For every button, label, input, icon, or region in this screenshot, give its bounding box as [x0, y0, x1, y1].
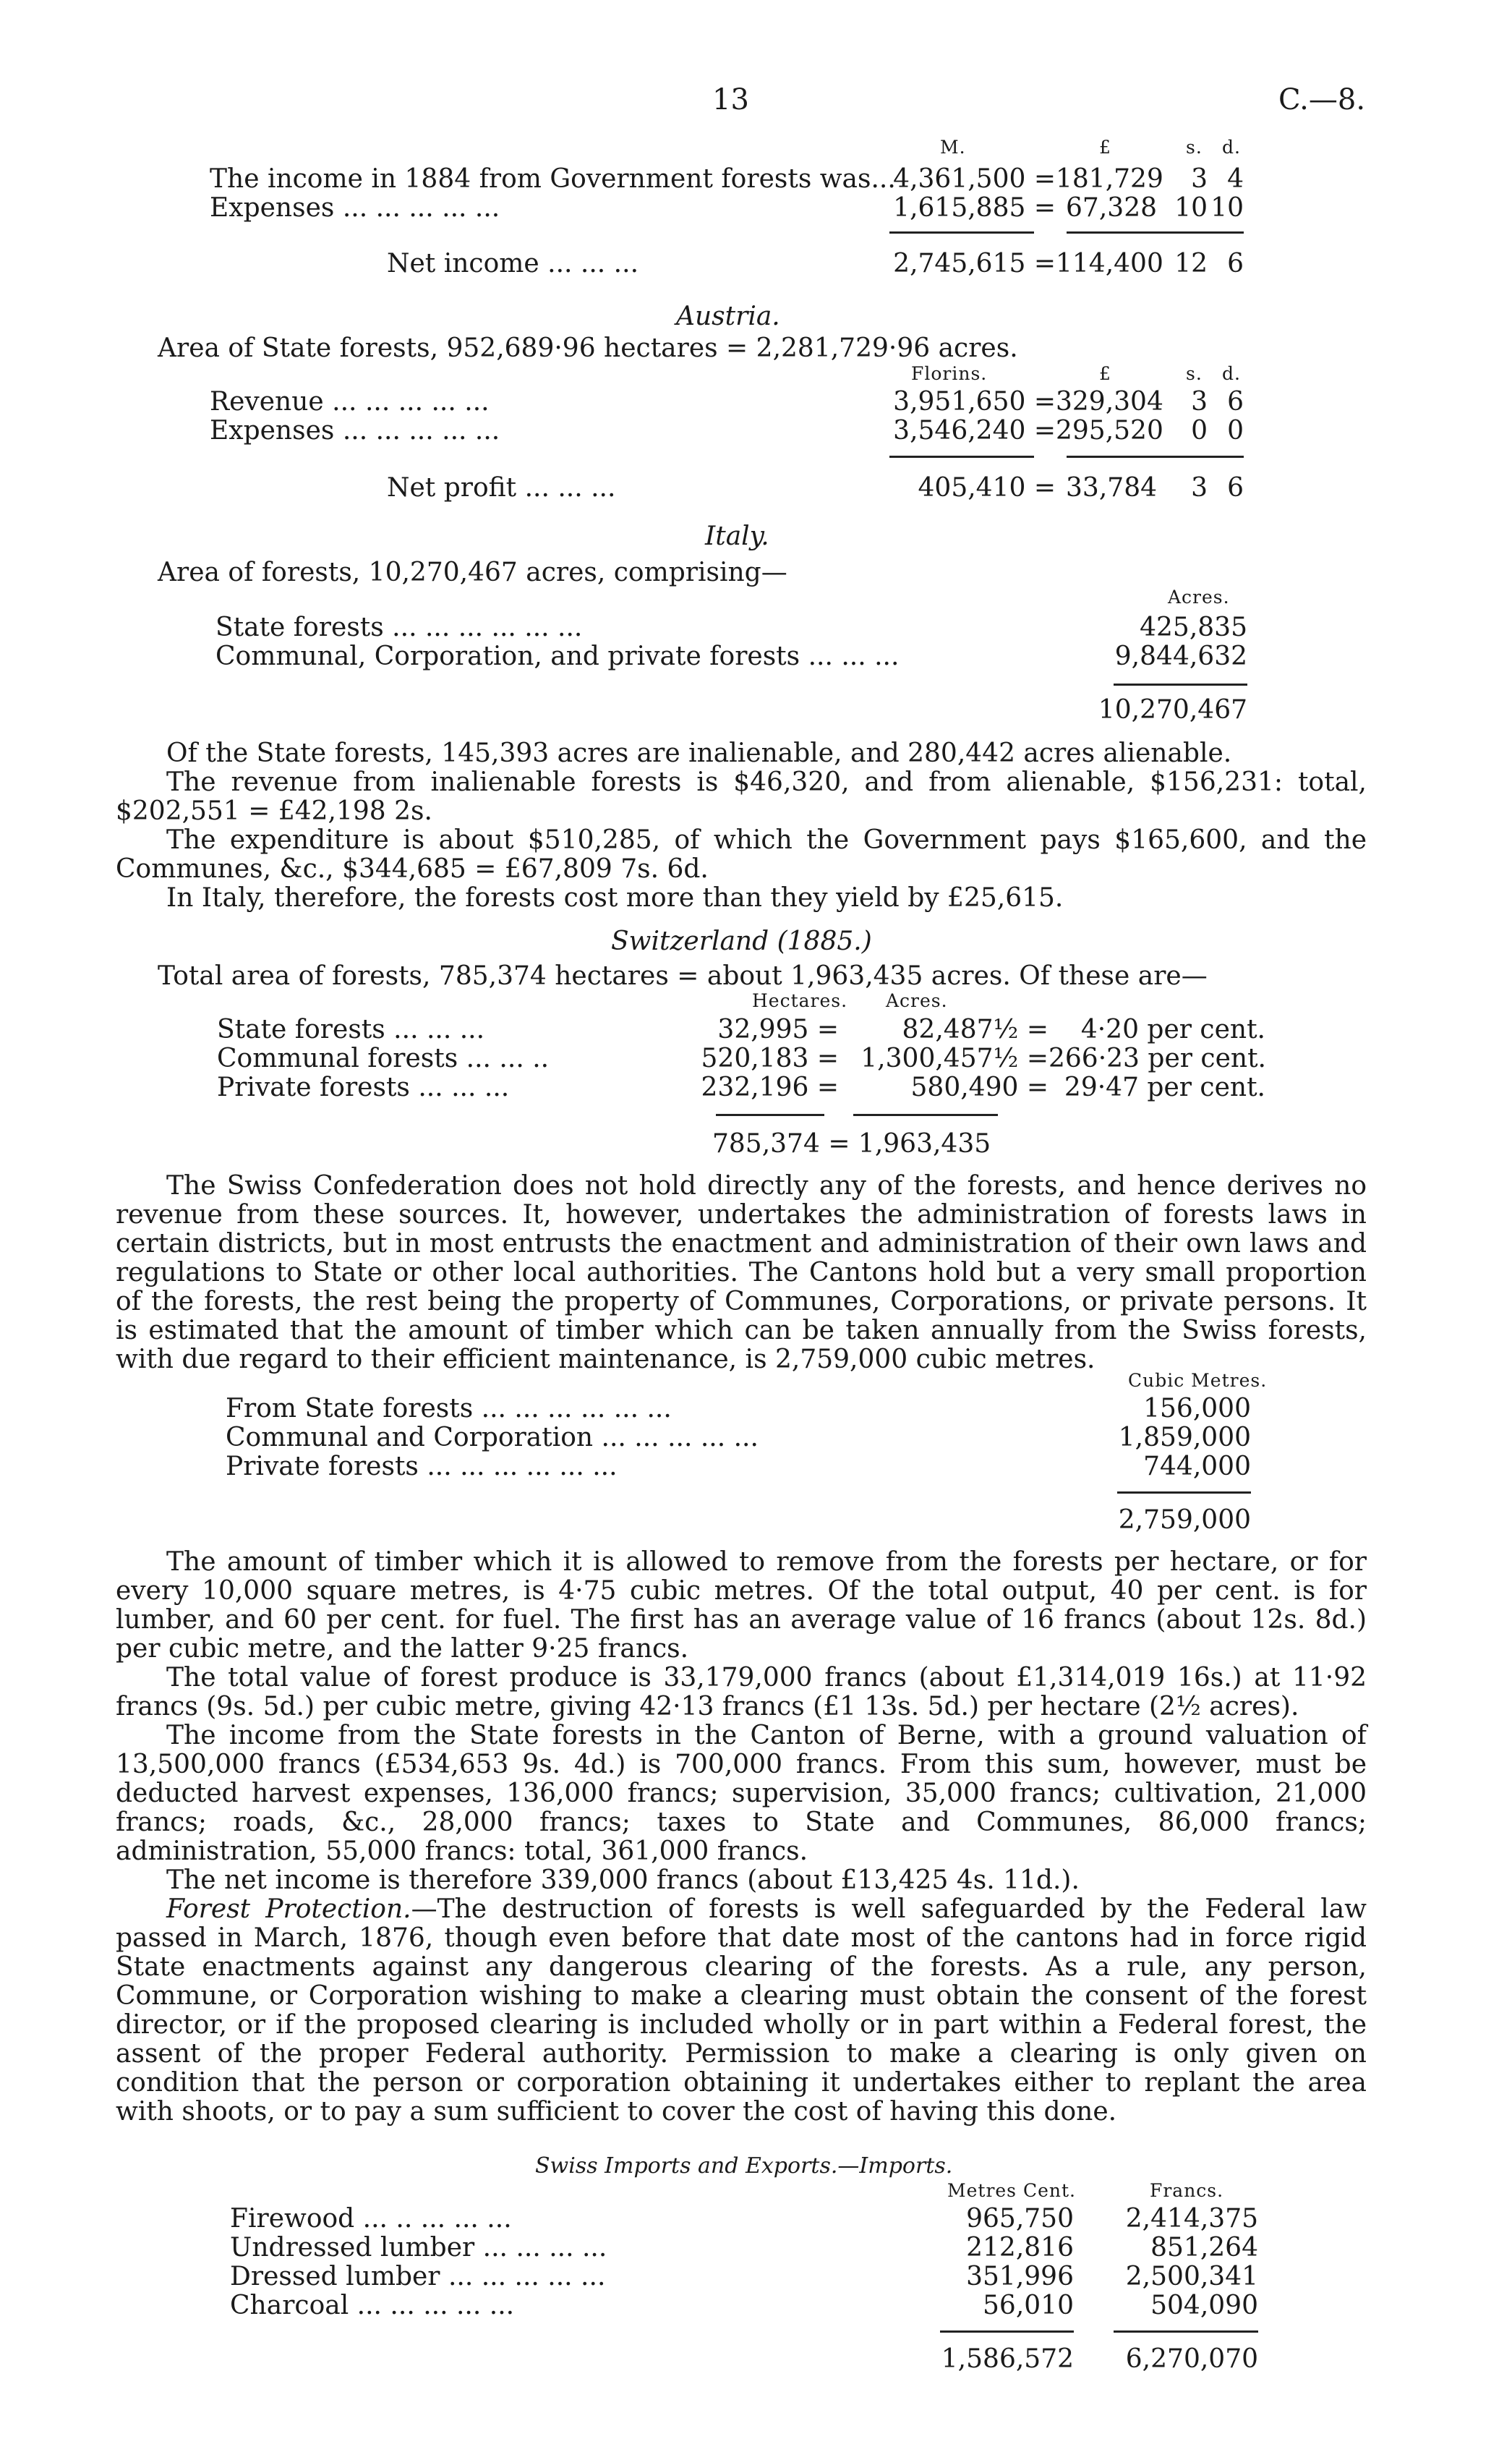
table-cell: 3 — [1191, 387, 1208, 417]
sum-rule — [940, 2330, 1074, 2333]
table-cell: 965,750 — [966, 2204, 1074, 2234]
table-cell: 2,414,375 — [1125, 2204, 1258, 2234]
total-cell: 6 — [1227, 249, 1244, 278]
total-cell: 6 — [1227, 473, 1244, 503]
table-row-label: From State forests ... ... ... ... ... ... — [226, 1394, 672, 1423]
col-head-marks: M. — [940, 137, 966, 158]
paragraph: The total value of forest produce is 33,179,000 francs (about £1,314,019 16s.) at 11·92 francs (9s. 5d.) per cubic metre, giving 42·13 francs (£1 13s. 5d.) per hectare (2½ acres). — [116, 1663, 1367, 1721]
sum-rule — [1114, 2330, 1258, 2333]
table-cell: 82,487½ = — [902, 1015, 1048, 1044]
table-cell: 9,844,632 — [1114, 642, 1247, 671]
table-cell: 32,995 = — [717, 1015, 839, 1044]
table-cell: 10 — [1174, 193, 1208, 223]
total-cell: 10,270,467 — [1098, 695, 1247, 725]
total-cell: 33,784 — [1066, 473, 1157, 503]
table-row-label: Firewood ... .. ... ... ... — [230, 2204, 512, 2234]
paragraph: The Swiss Confederation does not hold directly any of the forests, and hence derives no revenue from these sources. It, however, undertakes the administration of forests laws in certain districts, but in most entrusts the enactment and administration of their own laws and regulations to State or other local authorities. The Cantons hold but a very small proportion of the forests, the rest being the property of Communes, Corporations, or private persons. It is estimated that the amount of timber which can be taken annually from the Swiss forests, with due regard to their efficient maintenance, is 2,759,000 cubic metres. — [116, 1171, 1367, 1374]
italy-area: Area of forests, 10,270,467 acres, comprising— — [158, 558, 787, 587]
table-cell: 232,196 = — [701, 1073, 839, 1102]
table-row-label: Communal and Corporation ... ... ... ... ... — [226, 1423, 759, 1452]
table-cell: 1,615,885 = — [893, 193, 1056, 223]
table-cell: 0 — [1227, 416, 1244, 446]
table-row-label: Expenses ... ... ... ... ... — [210, 193, 500, 223]
table-cell: 6 — [1227, 387, 1244, 417]
paragraph: The expenditure is about $510,285, of which the Government pays $165,600, and the Communes, &c., $344,685 = £67,809 7s. 6d. — [116, 825, 1367, 884]
table-row-label: Private forests ... ... ... — [217, 1073, 510, 1102]
col-head-francs: Francs. — [1150, 2180, 1224, 2201]
col-head-pounds: £ — [1099, 137, 1111, 158]
table-cell: 56,010 — [983, 2291, 1074, 2320]
paragraph: The net income is therefore 339,000 francs (about £13,425 4s. 11d.). — [166, 1865, 1080, 1895]
document-reference: C.—8. — [1278, 83, 1366, 116]
paragraph: The revenue from inalienable forests is $46,320, and from alienable, $156,231: total, $202,551 = £42,198 2s. — [116, 767, 1367, 826]
table-cell: 520,183 = — [701, 1044, 839, 1073]
col-head-cubic-metres: Cubic Metres. — [1128, 1370, 1268, 1391]
table-cell: 351,996 — [966, 2262, 1074, 2291]
switzerland-text — [116, 1172, 1367, 1374]
table-row-label: Charcoal ... ... ... ... ... — [230, 2291, 515, 2320]
total-row-label: Net profit ... ... ... — [387, 473, 616, 503]
col-head-hectares: Hectares. — [752, 990, 848, 1011]
table-cell: 3,546,240 = — [893, 416, 1056, 446]
section-heading-imports: Swiss Imports and Exports.—Imports. — [535, 2153, 953, 2179]
total-cell: 405,410 = — [918, 473, 1056, 503]
italy-text — [116, 739, 1367, 913]
table-row-label: The income in 1884 from Government forests was... — [210, 164, 896, 194]
section-heading-italy: Italy. — [705, 522, 769, 551]
section-heading-austria: Austria. — [676, 302, 780, 331]
forest-protection-paragraph — [116, 1895, 1367, 2127]
table-cell: 329,304 — [1056, 387, 1163, 417]
col-head-pence: d. — [1222, 137, 1241, 158]
table-cell: 181,729 — [1056, 164, 1163, 194]
total-row-label: Net income ... ... ... — [387, 249, 639, 278]
col-head-pence: d. — [1222, 363, 1241, 384]
table-cell: 504,090 — [1150, 2291, 1258, 2320]
table-cell: 156,000 — [1143, 1394, 1251, 1423]
table-cell: 212,816 — [966, 2233, 1074, 2262]
table-cell: 3,951,650 = — [893, 387, 1056, 417]
switzerland-area: Total area of forests, 785,374 hectares = about 1,963,435 acres. Of these are— — [158, 961, 1208, 991]
forest-protection-text: —The destruction of forests is well safeguarded by the Federal law passed in March, 1876, though even before that date most of the cantons had in force rigid State enactments against any dangerous clearing of the forests. As a rule, any person, Commune, or Corporation wishing to make a clearing must obtain the consent of the forest director, or if the proposed clearing is included wholly or in part within a Federal forest, the assent of the proper Federal authority. Permission to make a clearing is only given on condition that the person or corporation obtaining it undertakes either to replant the area with shoots, or to pay a sum sufficient to cover the cost of having this done. — [116, 1894, 1367, 2127]
table-row-label: Undressed lumber ... ... ... ... — [230, 2233, 607, 2262]
switzerland-text-2 — [116, 1548, 1367, 2127]
forest-protection-title: Forest Protection. — [166, 1894, 411, 1924]
table-cell: 10 — [1210, 193, 1244, 223]
col-head-acres: Acres. — [886, 990, 948, 1011]
col-head-pounds: £ — [1099, 363, 1111, 384]
table-cell: 744,000 — [1143, 1452, 1251, 1481]
col-head-metres-cent: Metres Cent. — [947, 2180, 1076, 2201]
table-cell: 1,859,000 — [1118, 1423, 1251, 1452]
table-cell: 1,300,457½ = — [860, 1044, 1048, 1073]
table-row-label: State forests ... ... ... ... ... ... — [215, 613, 583, 642]
col-head-acres: Acres. — [1168, 587, 1230, 608]
total-cell: 6,270,070 — [1125, 2344, 1258, 2374]
table-cell: 2,500,341 — [1125, 2262, 1258, 2291]
paragraph: The income from the State forests in the Canton of Berne, with a ground valuation of 13,500,000 francs (£534,653 9s. 4d.) is 700,000 francs. From this sum, however, must be deducted harvest expenses, 136,000 francs; supervision, 35,000 francs; cultivation, 21,000 francs; roads, &c., 28,000 francs; taxes to State and Communes, 86,000 francs; administration, 55,000 francs: total, 361,000 francs. — [116, 1721, 1367, 1866]
table-cell: 295,520 — [1056, 416, 1163, 446]
table-cell: 67,328 — [1066, 193, 1157, 223]
sum-rule — [1067, 231, 1244, 234]
table-cell: 3 — [1191, 164, 1208, 194]
table-row-label: Communal forests ... ... .. — [217, 1044, 550, 1073]
table-cell: 580,490 = — [910, 1073, 1048, 1102]
col-head-shillings: s. — [1186, 363, 1203, 384]
total-cell: 114,400 — [1056, 249, 1163, 278]
table-cell: 0 — [1191, 416, 1208, 446]
table-cell: 4,361,500 = — [893, 164, 1056, 194]
table-cell: 266·23 per cent. — [1048, 1044, 1266, 1073]
table-row-label: Private forests ... ... ... ... ... ... — [226, 1452, 618, 1481]
table-row-label: Communal, Corporation, and private forests ... ... ... — [215, 642, 900, 671]
total-cell: 2,745,615 = — [893, 249, 1056, 278]
col-head-shillings: s. — [1186, 137, 1203, 158]
sum-rule — [1067, 456, 1244, 458]
total-cell: 1,586,572 — [941, 2344, 1074, 2374]
sum-rule — [716, 1114, 824, 1116]
total-cell: 2,759,000 — [1118, 1505, 1251, 1535]
paragraph: Of the State forests, 145,393 acres are inalienable, and 280,442 acres alienable. — [166, 738, 1232, 768]
table-cell: 851,264 — [1150, 2233, 1258, 2262]
sum-rule — [1117, 1491, 1251, 1494]
sum-rule — [889, 456, 1034, 458]
total-cell: 12 — [1174, 249, 1208, 278]
sum-rule — [1114, 684, 1247, 686]
table-row-label: State forests ... ... ... — [217, 1015, 485, 1044]
section-heading-switzerland: Switzerland (1885.) — [611, 927, 872, 956]
sum-rule — [889, 231, 1034, 234]
paragraph: The amount of timber which it is allowed to remove from the forests per hectare, or for every 10,000 square metres, is 4·75 cubic metres. Of the total output, 40 per cent. is for lumber, and 60 per cent. for fuel. The first has an average value of 16 francs (about 12s. 8d.) per cubic metre, and the latter 9·25 francs. — [116, 1547, 1367, 1664]
austria-area: Area of State forests, 952,689·96 hectares = 2,281,729·96 acres. — [158, 333, 1018, 363]
table-cell: 29·47 per cent. — [1064, 1073, 1265, 1102]
table-row-label: Revenue ... ... ... ... ... — [210, 387, 490, 417]
paragraph: In Italy, therefore, the forests cost more than they yield by £25,615. — [166, 883, 1064, 913]
table-cell: 4·20 per cent. — [1080, 1015, 1265, 1044]
table-cell: 4 — [1227, 164, 1244, 194]
table-row-label: Expenses ... ... ... ... ... — [210, 416, 500, 446]
sum-rule — [853, 1114, 998, 1116]
col-head-florins: Florins. — [911, 363, 988, 384]
page-number: 13 — [712, 83, 749, 116]
total-cell: 785,374 = 1,963,435 — [712, 1129, 991, 1159]
table-cell: 425,835 — [1140, 613, 1247, 642]
total-cell: 3 — [1191, 473, 1208, 503]
table-row-label: Dressed lumber ... ... ... ... ... — [230, 2262, 606, 2291]
